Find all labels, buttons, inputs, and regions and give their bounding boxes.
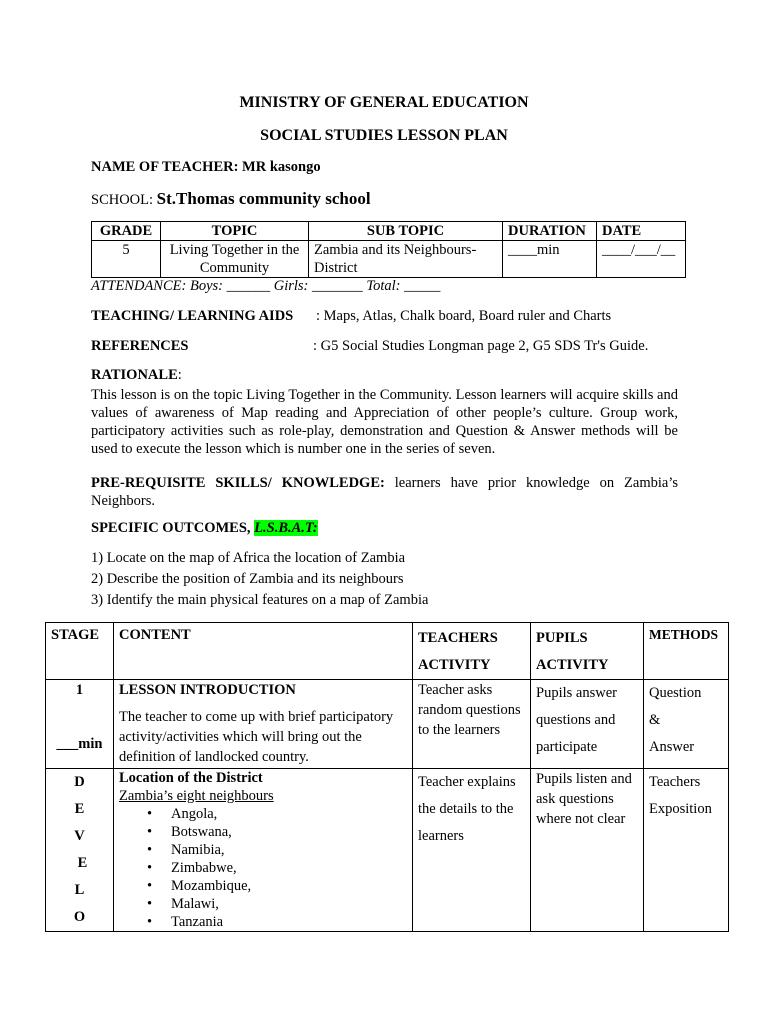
duration-value: ____min [503, 241, 597, 278]
references-label: REFERENCES [91, 338, 189, 354]
location-title: Location of the District [119, 770, 263, 786]
prerequisite-text: learners have prior knowledge on Zambia’s Neighbors. [91, 475, 678, 509]
stage-cell: D E V E L O [46, 769, 114, 932]
neighbours-list [119, 805, 407, 931]
introduction-title: LESSON INTRODUCTION [119, 682, 296, 698]
stage-cell: 1 ___min [46, 680, 114, 769]
lesson-stages-table [45, 622, 729, 932]
aids-label: TEACHING/ LEARNING AIDS [91, 308, 294, 324]
pupil-activity-cell: Pupils listen and ask questions where not clear [531, 769, 644, 932]
list-item: • Angola, [147, 805, 407, 823]
subtopic-value: Zambia and its Neighbours-District [309, 241, 503, 278]
lesson-info-table [91, 221, 686, 278]
duration-header: DURATION [503, 222, 597, 241]
outcomes-heading: SPECIFIC OUTCOMES, L.S.B.A.T: [91, 520, 318, 536]
info-value-row [92, 241, 686, 278]
content-header: CONTENT [114, 623, 413, 680]
list-item: • Namibia, [147, 841, 407, 859]
grade-header: GRADE [92, 222, 161, 241]
info-header-row [92, 222, 686, 241]
introduction-text: The teacher to come up with brief participatory activity/activities which will bring out the definition of landlocked country. [119, 709, 394, 765]
list-item: • Tanzania [147, 913, 407, 931]
stage-header: STAGE [46, 623, 114, 680]
teacher-activity-cell: Teacher explains the details to the learners [413, 769, 531, 932]
stage-row-introduction [46, 680, 729, 769]
neighbours-subtitle: Zambia’s eight neighbours [119, 788, 274, 804]
stages-header-row [46, 623, 729, 680]
ministry-heading: MINISTRY OF GENERAL EDUCATION [239, 94, 529, 111]
date-header: DATE [597, 222, 686, 241]
rationale-heading: RATIONALE: [91, 367, 182, 383]
prerequisite-paragraph [91, 474, 678, 510]
stage-row-development [46, 769, 729, 932]
topic-value: Living Together in the Community [161, 241, 309, 278]
pupils-activity-header: PUPILS ACTIVITY [531, 623, 644, 680]
teacher-name: NAME OF TEACHER: MR kasongo [91, 159, 321, 175]
prerequisite-label: PRE-REQUISITE SKILLS/ KNOWLEDGE: [91, 475, 385, 491]
pupil-activity-cell: Pupils answer questions and participate [531, 680, 644, 769]
outcome-item: 1) Locate on the map of Africa the location of Zambia [91, 550, 406, 566]
teacher-activity-cell: Teacher asks random questions to the learners [413, 680, 531, 769]
school-line [91, 189, 371, 209]
content-cell [114, 769, 413, 932]
school-value: St.Thomas community school [156, 189, 371, 208]
list-item: • Botswana, [147, 823, 407, 841]
methods-header: METHODS [644, 623, 729, 680]
school-label: SCHOOL: [91, 192, 154, 208]
date-value: ____/___/__ [597, 241, 686, 278]
teachers-activity-header: TEACHERS ACTIVITY [413, 623, 531, 680]
methods-cell: Question & Answer [644, 680, 729, 769]
list-item: • Mozambique, [147, 877, 407, 895]
content-cell [114, 680, 413, 769]
list-item: • Zimbabwe, [147, 859, 407, 877]
subtopic-header: SUB TOPIC [309, 222, 503, 241]
references-value: : G5 Social Studies Longman page 2, G5 SDS Tr's Guide. [313, 338, 649, 354]
rationale-text: This lesson is on the topic Living Together in the Community. Lesson learners will acquire skills and values of awareness of Map reading and Appreciation of other people’s culture. Group work, participatory activities such as role-play, demonstration and Question & Answer methods will be used to execute the lesson which is number one in the series of seven. [91, 387, 678, 457]
lesson-plan-title: SOCIAL STUDIES LESSON PLAN [260, 127, 508, 144]
aids-value: : Maps, Atlas, Chalk board, Board ruler and Charts [316, 308, 612, 324]
topic-header: TOPIC [161, 222, 309, 241]
outcome-item: 3) Identify the main physical features on a map of Zambia [91, 592, 429, 608]
attendance-line: ATTENDANCE: Boys: ______ Girls: _______ Total: _____ [91, 278, 441, 294]
grade-value: 5 [92, 241, 161, 278]
list-item: • Malawi, [147, 895, 407, 913]
outcome-item: 2) Describe the position of Zambia and its neighbours [91, 571, 404, 587]
lsbat-highlight: L.S.B.A.T: [254, 520, 318, 536]
methods-cell: Teachers Exposition [644, 769, 729, 932]
